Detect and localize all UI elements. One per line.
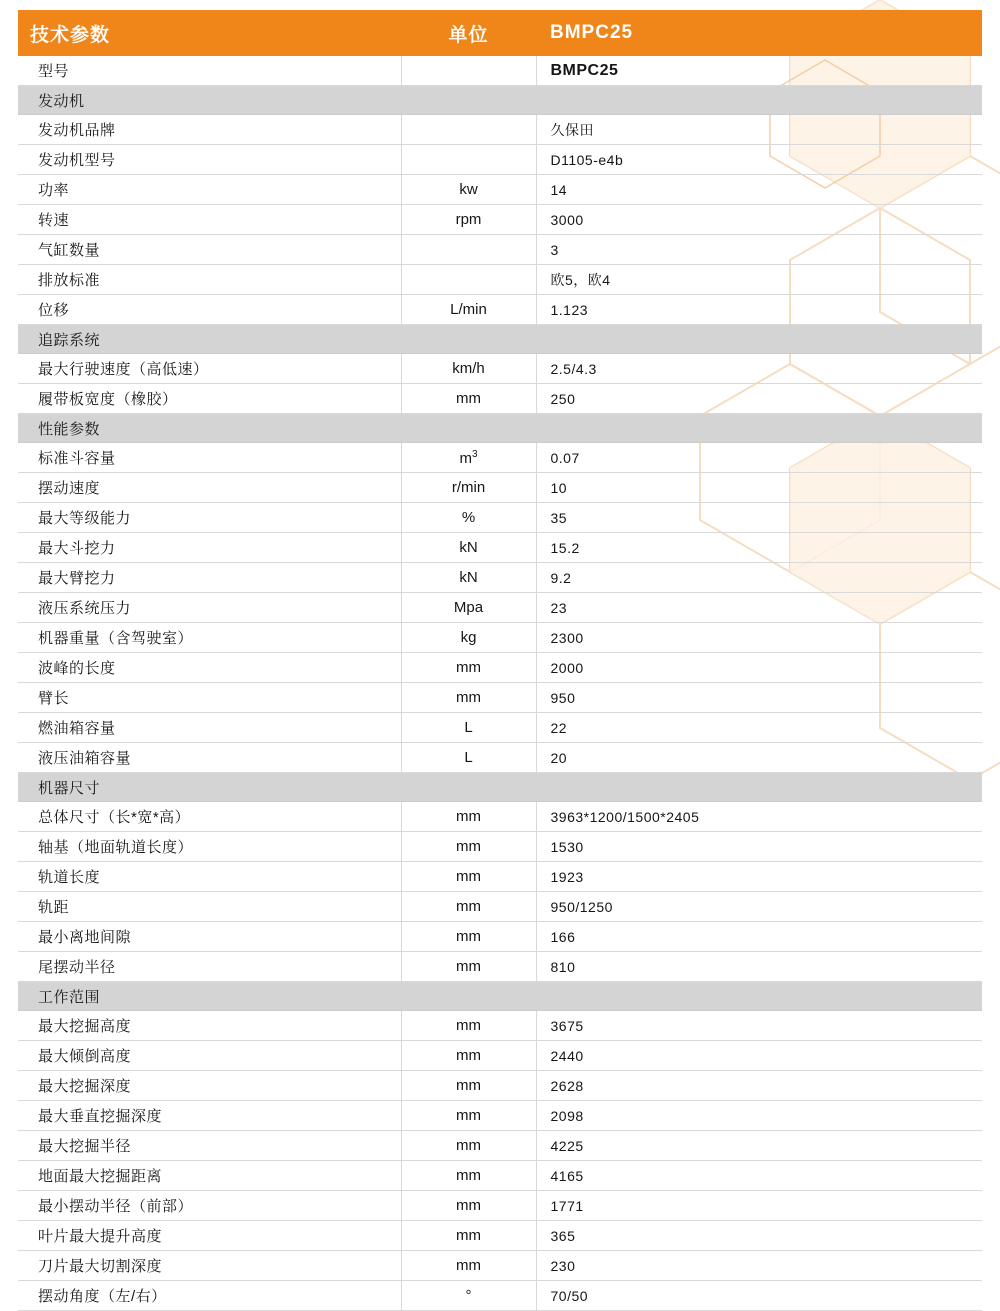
parameter-name: 标准斗容量 bbox=[18, 443, 401, 473]
parameter-unit: Mpa bbox=[401, 593, 536, 623]
parameter-value: 久保田 bbox=[536, 115, 982, 145]
parameter-unit: mm bbox=[401, 922, 536, 952]
parameter-value: 欧5，欧4 bbox=[536, 265, 982, 295]
parameter-unit: kN bbox=[401, 533, 536, 563]
table-row bbox=[18, 1281, 982, 1311]
parameter-value: 20 bbox=[536, 743, 982, 773]
parameter-value: 0.07 bbox=[536, 443, 982, 473]
parameter-value: 22 bbox=[536, 713, 982, 743]
parameter-value: 250 bbox=[536, 384, 982, 414]
table-row bbox=[18, 653, 982, 683]
parameter-unit: r/min bbox=[401, 473, 536, 503]
parameter-name: 最大倾倒高度 bbox=[18, 1041, 401, 1071]
parameter-unit: mm bbox=[401, 1221, 536, 1251]
parameter-value: 3675 bbox=[536, 1011, 982, 1041]
parameter-unit bbox=[401, 56, 536, 86]
table-row bbox=[18, 145, 982, 175]
parameter-unit: mm bbox=[401, 892, 536, 922]
parameter-unit bbox=[401, 265, 536, 295]
parameter-name: 液压系统压力 bbox=[18, 593, 401, 623]
section-row bbox=[18, 982, 982, 1011]
parameter-name: 排放标准 bbox=[18, 265, 401, 295]
parameter-value: 2098 bbox=[536, 1101, 982, 1131]
parameter-value: 15.2 bbox=[536, 533, 982, 563]
parameter-unit: mm bbox=[401, 1161, 536, 1191]
parameter-unit: mm bbox=[401, 1041, 536, 1071]
parameter-value: 1530 bbox=[536, 832, 982, 862]
table-row bbox=[18, 862, 982, 892]
parameter-name: 最大挖掘高度 bbox=[18, 1011, 401, 1041]
parameter-unit: mm bbox=[401, 862, 536, 892]
parameter-name: 叶片最大提升高度 bbox=[18, 1221, 401, 1251]
header-model: BMPC25 bbox=[536, 10, 982, 56]
table-row bbox=[18, 593, 982, 623]
parameter-unit: mm bbox=[401, 1131, 536, 1161]
parameter-value: 1.123 bbox=[536, 295, 982, 325]
parameter-name: 最大挖掘半径 bbox=[18, 1131, 401, 1161]
table-row bbox=[18, 1041, 982, 1071]
table-row bbox=[18, 1191, 982, 1221]
parameter-name: 燃油箱容量 bbox=[18, 713, 401, 743]
parameter-name: 功率 bbox=[18, 175, 401, 205]
parameter-unit: mm bbox=[401, 802, 536, 832]
parameter-unit: rpm bbox=[401, 205, 536, 235]
parameter-unit: ° bbox=[401, 1281, 536, 1311]
section-row bbox=[18, 325, 982, 354]
parameter-unit: mm bbox=[401, 653, 536, 683]
table-row bbox=[18, 952, 982, 982]
parameter-value: 2628 bbox=[536, 1071, 982, 1101]
parameter-unit bbox=[401, 145, 536, 175]
table-row bbox=[18, 235, 982, 265]
parameter-unit: km/h bbox=[401, 354, 536, 384]
parameter-unit: L bbox=[401, 713, 536, 743]
parameter-unit: kg bbox=[401, 623, 536, 653]
header-parameter: 技术参数 bbox=[18, 10, 401, 56]
table-row bbox=[18, 623, 982, 653]
parameter-value: 2000 bbox=[536, 653, 982, 683]
table-row bbox=[18, 295, 982, 325]
parameter-unit: mm bbox=[401, 384, 536, 414]
parameter-unit: mm bbox=[401, 832, 536, 862]
table-row bbox=[18, 1131, 982, 1161]
parameter-value: 950 bbox=[536, 683, 982, 713]
parameter-unit: mm bbox=[401, 683, 536, 713]
parameter-name: 摆动速度 bbox=[18, 473, 401, 503]
parameter-value: 3963*1200/1500*2405 bbox=[536, 802, 982, 832]
parameter-unit: mm bbox=[401, 1191, 536, 1221]
table-row bbox=[18, 265, 982, 295]
parameter-name: 总体尺寸（长*宽*高） bbox=[18, 802, 401, 832]
table-row bbox=[18, 1251, 982, 1281]
section-row bbox=[18, 86, 982, 115]
table-header bbox=[18, 10, 982, 56]
parameter-value: 230 bbox=[536, 1251, 982, 1281]
parameter-unit: mm bbox=[401, 1011, 536, 1041]
parameter-value: BMPC25 bbox=[536, 56, 982, 86]
table-body bbox=[18, 56, 982, 1311]
table-row bbox=[18, 563, 982, 593]
table-row bbox=[18, 1101, 982, 1131]
parameter-value: 950/1250 bbox=[536, 892, 982, 922]
parameter-unit: mm bbox=[401, 1101, 536, 1131]
parameter-unit bbox=[401, 235, 536, 265]
parameter-name: 摆动角度（左/右） bbox=[18, 1281, 401, 1311]
table-row bbox=[18, 384, 982, 414]
table-row bbox=[18, 802, 982, 832]
parameter-name: 轨距 bbox=[18, 892, 401, 922]
parameter-value: 2.5/4.3 bbox=[536, 354, 982, 384]
parameter-unit: kN bbox=[401, 563, 536, 593]
table-row bbox=[18, 354, 982, 384]
table-row bbox=[18, 503, 982, 533]
parameter-value: 10 bbox=[536, 473, 982, 503]
parameter-name: 波峰的长度 bbox=[18, 653, 401, 683]
parameter-value: 166 bbox=[536, 922, 982, 952]
parameter-name: 刀片最大切割深度 bbox=[18, 1251, 401, 1281]
parameter-value: 35 bbox=[536, 503, 982, 533]
parameter-name: 型号 bbox=[18, 56, 401, 86]
parameter-name: 轨道长度 bbox=[18, 862, 401, 892]
parameter-value: 4165 bbox=[536, 1161, 982, 1191]
header-unit: 单位 bbox=[401, 10, 536, 56]
table-row bbox=[18, 443, 982, 473]
parameter-value: 4225 bbox=[536, 1131, 982, 1161]
parameter-unit: % bbox=[401, 503, 536, 533]
parameter-value: 9.2 bbox=[536, 563, 982, 593]
parameter-name: 机器重量（含驾驶室） bbox=[18, 623, 401, 653]
section-label: 追踪系统 bbox=[18, 325, 982, 354]
table-row bbox=[18, 1011, 982, 1041]
parameter-value: 810 bbox=[536, 952, 982, 982]
section-label: 机器尺寸 bbox=[18, 773, 982, 802]
parameter-name: 最大行驶速度（高低速） bbox=[18, 354, 401, 384]
section-label: 工作范围 bbox=[18, 982, 982, 1011]
section-label: 性能参数 bbox=[18, 414, 982, 443]
parameter-value: 14 bbox=[536, 175, 982, 205]
parameter-name: 尾摆动半径 bbox=[18, 952, 401, 982]
section-label: 发动机 bbox=[18, 86, 982, 115]
parameter-name: 履带板宽度（橡胶） bbox=[18, 384, 401, 414]
parameter-unit: L bbox=[401, 743, 536, 773]
table-row bbox=[18, 683, 982, 713]
parameter-unit: mm bbox=[401, 1071, 536, 1101]
table-row bbox=[18, 1221, 982, 1251]
parameter-name: 轴基（地面轨道长度） bbox=[18, 832, 401, 862]
parameter-name: 地面最大挖掘距离 bbox=[18, 1161, 401, 1191]
parameter-value: 70/50 bbox=[536, 1281, 982, 1311]
parameter-value: D1105-e4b bbox=[536, 145, 982, 175]
parameter-value: 1923 bbox=[536, 862, 982, 892]
parameter-value: 3000 bbox=[536, 205, 982, 235]
parameter-value: 3 bbox=[536, 235, 982, 265]
parameter-name: 最大垂直挖掘深度 bbox=[18, 1101, 401, 1131]
parameter-value: 23 bbox=[536, 593, 982, 623]
parameter-unit: mm bbox=[401, 952, 536, 982]
parameter-unit bbox=[401, 115, 536, 145]
parameter-name: 液压油箱容量 bbox=[18, 743, 401, 773]
table-row bbox=[18, 832, 982, 862]
parameter-value: 1771 bbox=[536, 1191, 982, 1221]
specification-table bbox=[18, 10, 982, 1311]
parameter-name: 位移 bbox=[18, 295, 401, 325]
table-row bbox=[18, 56, 982, 86]
parameter-unit: kw bbox=[401, 175, 536, 205]
parameter-value: 365 bbox=[536, 1221, 982, 1251]
header-row bbox=[18, 10, 982, 56]
table-row bbox=[18, 922, 982, 952]
table-row bbox=[18, 115, 982, 145]
parameter-name: 发动机型号 bbox=[18, 145, 401, 175]
table-row bbox=[18, 205, 982, 235]
table-row bbox=[18, 175, 982, 205]
parameter-name: 臂长 bbox=[18, 683, 401, 713]
parameter-name: 最大挖掘深度 bbox=[18, 1071, 401, 1101]
table-row bbox=[18, 743, 982, 773]
table-row bbox=[18, 533, 982, 563]
section-row bbox=[18, 414, 982, 443]
parameter-name: 发动机品牌 bbox=[18, 115, 401, 145]
parameter-name: 气缸数量 bbox=[18, 235, 401, 265]
parameter-value: 2440 bbox=[536, 1041, 982, 1071]
parameter-unit: L/min bbox=[401, 295, 536, 325]
parameter-name: 最大斗挖力 bbox=[18, 533, 401, 563]
section-row bbox=[18, 773, 982, 802]
table-row bbox=[18, 1071, 982, 1101]
parameter-name: 转速 bbox=[18, 205, 401, 235]
parameter-unit: mm bbox=[401, 1251, 536, 1281]
table-row bbox=[18, 892, 982, 922]
parameter-unit: $m^3$ bbox=[401, 443, 536, 473]
table-row bbox=[18, 1161, 982, 1191]
parameter-name: 最小摆动半径（前部） bbox=[18, 1191, 401, 1221]
table-row bbox=[18, 473, 982, 503]
parameter-name: 最大等级能力 bbox=[18, 503, 401, 533]
parameter-name: 最大臂挖力 bbox=[18, 563, 401, 593]
parameter-value: 2300 bbox=[536, 623, 982, 653]
table-row bbox=[18, 713, 982, 743]
parameter-name: 最小离地间隙 bbox=[18, 922, 401, 952]
